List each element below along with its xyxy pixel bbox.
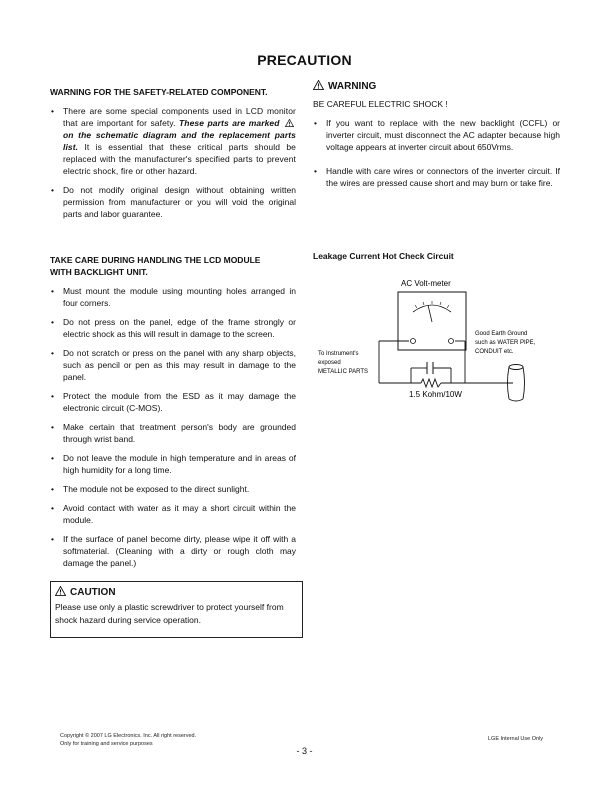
label-line: Good Earth Ground [475,331,528,337]
warning-triangle-icon [285,119,294,127]
list-item [50,105,296,177]
page-title: PRECAUTION [257,52,352,68]
warning-triangle-icon [55,586,66,596]
list-item: • Do not leave the module in high temperature and in areas of high humidity for a long time. [50,452,296,476]
heading-line: TAKE CARE DURING HANDLING THE LCD MODULE [50,255,261,265]
meter-terminal-left [411,339,416,344]
resistor-label: 1.5 Kohm/10W [409,390,462,399]
caution-body: Please use only a plastic screwdriver to protect yourself from shock hazard during service operation. [55,602,284,625]
capacitor-icon [427,362,433,374]
list-item: • Handle with care wires or connectors of the inverter circuit. If the wires are pressed cause short and may burn or take fire. [313,165,560,189]
warning-list [313,117,560,189]
caution-title-text: CAUTION [70,587,116,598]
item-emphasis: These parts are marked [179,118,283,128]
copyright-text: Copyright © 2007 LG Electronics. Inc. All right reserved. [60,733,197,739]
left-column [50,86,296,569]
voltmeter-needle [428,305,432,322]
meter-label: AC Volt-meter [401,279,451,288]
list-item: • Do not press on the panel, edge of the frame strongly or electric shock as this will result in damage to the screen. [50,316,296,340]
heading-line: WITH BACKLIGHT UNIT. [50,267,148,277]
leakage-current-circuit-diagram [313,272,563,412]
list-item: • Do not scratch or press on the panel with any sharp objects, such as pencil or pen as this may result in damage to the panel. [50,347,296,383]
page-number: - 3 - [296,746,313,756]
ground-pipe-top [509,365,523,370]
circuit-title: Leakage Current Hot Check Circuit [313,251,454,261]
voltmeter-scale [413,305,451,312]
ground-pipe-bottom [509,399,523,401]
label-line: exposed [318,360,341,366]
list-item: • Avoid contact with water as it may a short circuit within the module. [50,502,296,526]
lcd-handling-heading [50,254,296,278]
list-item: • Must mount the module using mounting holes arranged in four corners. [50,285,296,309]
item-text: There are some special components used in LCD monitor that are important for safety. [63,106,296,128]
list-item: • Protect the module from the ESD as it may damage the electronic circuit (C-MOS). [50,390,296,414]
warning-triangle-icon [313,80,324,90]
ground-label [475,331,536,355]
caution-box [50,581,303,638]
lcd-handling-list [50,285,296,569]
list-item: • If you want to replace with the new backlight (CCFL) or inverter circuit, must disconnect the AC adapter because high voltage appears at inverter circuit about 650Vrms. [313,117,560,153]
safety-component-heading: WARNING FOR THE SAFETY-RELATED COMPONENT. [50,87,268,97]
resistor-icon [421,379,441,387]
footer-internal-use: LGE Internal Use Only [488,736,544,742]
electric-shock-warning: BE CAREFUL ELECTRIC SHOCK ! [313,99,448,109]
item-emphasis: on the schematic diagram and the replacement parts list. [63,130,296,152]
caution-title [55,586,299,599]
training-notice: Only for training and service purposes [60,741,153,747]
instrument-label [318,351,368,375]
label-line: METALLIC PARTS [318,369,369,375]
label-line: such as WATER PIPE, [475,340,536,346]
circuit-wires [379,341,513,383]
safety-component-list [50,105,296,220]
list-item: • Make certain that treatment person's body are grounded through wrist band. [50,421,296,445]
label-line: To Instrument's [318,351,359,357]
list-item: • The module not be exposed to the direct sunlight. [50,483,296,495]
right-column [313,80,560,189]
warning-title [313,80,560,94]
voltmeter-ticks [415,301,449,308]
list-item: • If the surface of panel become dirty, please wipe it off with a softmaterial. (Cleaning with a dirty or rough cloth may damage the panel.) [50,533,296,569]
label-line: CONDUIT etc. [475,349,514,355]
meter-terminal-right [449,339,454,344]
item-text: It is essential that these critical parts should be replaced with the manufacturer's specified parts to prevent electric shock, fire or other hazard. [63,142,296,176]
warning-title-text: WARNING [328,81,377,92]
list-item: • Do not modify original design without obtaining written permission from manufacturer or you will void the original parts and labor guarantee. [50,184,296,220]
